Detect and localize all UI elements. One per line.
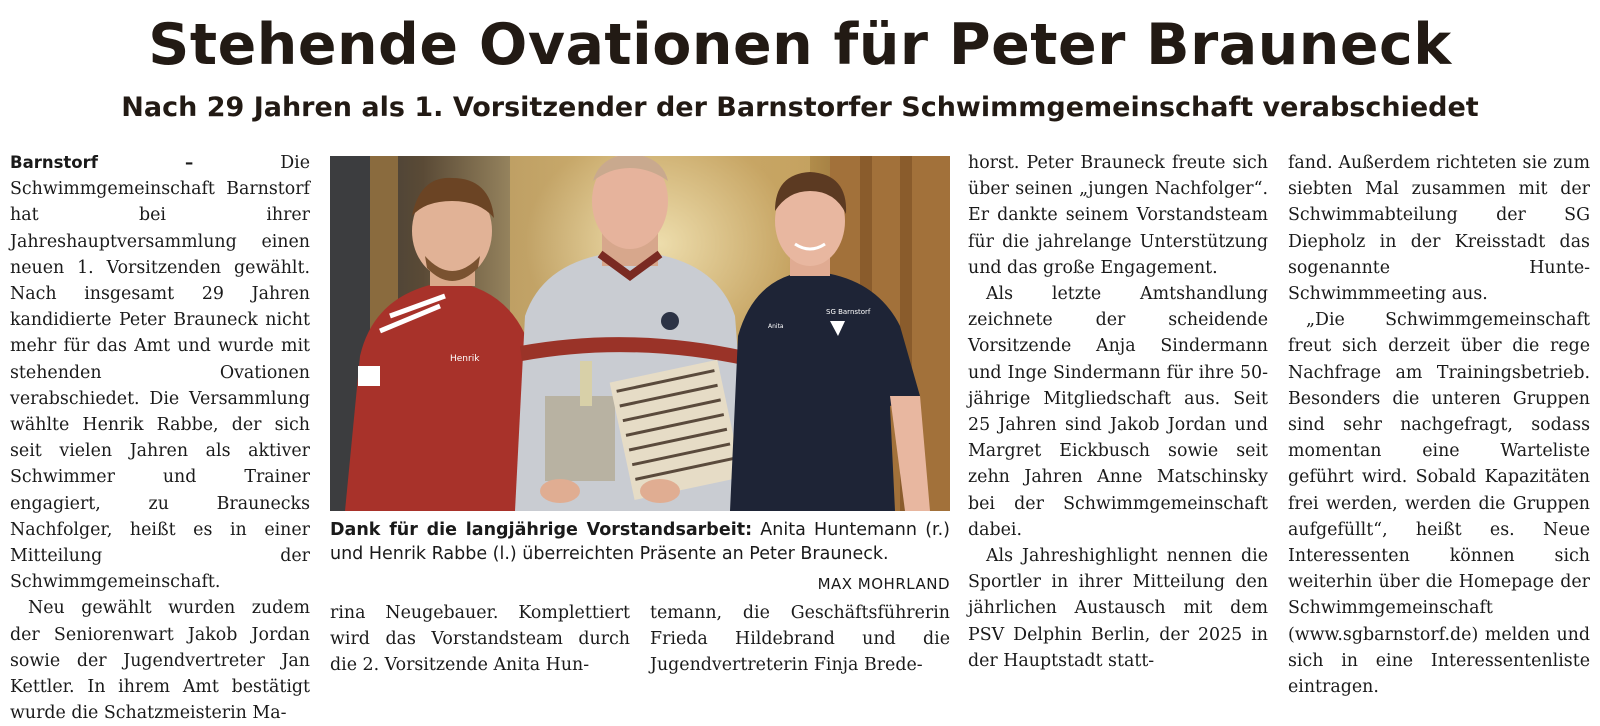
paragraph-honors: Als letzte Amtshandlung zeichnete der scheidende Vorsitzende Anja Sindermann und Inge Sindermann für ihre 50-jährige Mitgliedschaft aus. Seit 25 Jahren sind Jakob Jordan und Margret Eickbusch sowie seit zehn Jahren Anne Matschinsky bei der Schwimmgemeinschaft dabei. [968,284,1268,540]
caption-lead: Dank für die langjährige Vorstandsarbeit: [330,520,753,540]
paragraph-successor: horst. Peter Brauneck freute sich über seinen „jungen Nachfolger“. Er dankte seinem Vorstandsteam für die jahrelange Unterstützung und das große Engagement. [968,153,1268,278]
paragraph-board: Neu gewählt wurden zudem der Seniorenwart Jakob Jordan sowie der Jugendvertreter Jan Kettler. In ihrem Amt bestätigt wurde die Schatzmeisterin Ma- [10,598,310,724]
article-column-3 [650,600,950,679]
photo-caption [330,518,950,566]
paragraph-continued-2: rina Neugebauer. Komplettiert wird das Vorstandsteam durch die 2. Vorsitzende Anita Hun- [330,603,630,676]
article-column-1 [10,150,310,726]
article-column-4 [968,150,1268,674]
shirt-name-left: Henrik [450,354,480,364]
caption-text: Anita Huntemann (r.) und Henrik Rabbe (l.) überreichten Präsente an Peter Brauneck. [330,520,950,564]
paragraph-continued-3: temann, die Geschäftsführerin Frieda Hildebrand und die Jugendvertreterin Finja Brede- [650,603,950,676]
photo-credit: MAX MOHRLAND [817,575,950,593]
shirt-club-right: SG Barnstorf [826,308,871,316]
paragraph-highlight: Als Jahreshighlight nennen die Sportler in ihrer Mitteilung den jährlichen Austausch mit dem PSV Delphin Berlin, der 2025 in der Hauptstadt statt- [968,546,1268,671]
location-dateline: Barnstorf – [10,153,194,172]
headline: Stehende Ovationen für Peter Brauneck [148,12,1452,78]
paragraph-meeting: fand. Außerdem richteten sie zum siebten Mal zusammen mit der Schwimmabteilung der SG Diepholz in der Kreisstadt das sogenannte Hunte-Schwimmmeeting aus. [1288,153,1590,305]
paragraph-intro: Die Schwimmgemeinschaft Barnstorf hat bei ihrer Jahreshauptversammlung einen neuen 1. Vorsitzenden gewählt. Nach insgesamt 29 Jahren kandidierte Peter Brauneck nicht mehr für das Amt und wurde mit stehenden Ovationen verabschiedet. Die Versammlung wählte Henrik Rabbe, der sich seit vielen Jahren als aktiver Schwimmer und Trainer engagiert, zu Braunecks Nachfolger, heißt es in einer Mitteilung der Schwimmgemeinschaft. [10,153,310,593]
article-column-5 [1288,150,1590,700]
subheadline: Nach 29 Jahren als 1. Vorsitzender der Barnstorfer Schwimmgemeinschaft verabschiedet [121,92,1479,123]
photo [330,156,950,511]
shirt-name-right: Anita [768,323,784,330]
article-column-2 [330,600,630,679]
paragraph-training: „Die Schwimmgemeinschaft freut sich derzeit über die rege Nachfrage am Trainingsbetrieb. Besonders die unteren Gruppen sind sehr nachgefragt, sodass momentan eine Warteliste geführt wird. Sobald Kapazitäten frei werden, werden die Gruppen aufgefüllt“, heißt es. Neue Interessenten können sich weiterhin über die Homepage der Schwimmgemeinschaft (www.sgbarnstorf.de) melden und sich in eine Interessentenliste eintragen. [1288,310,1590,698]
